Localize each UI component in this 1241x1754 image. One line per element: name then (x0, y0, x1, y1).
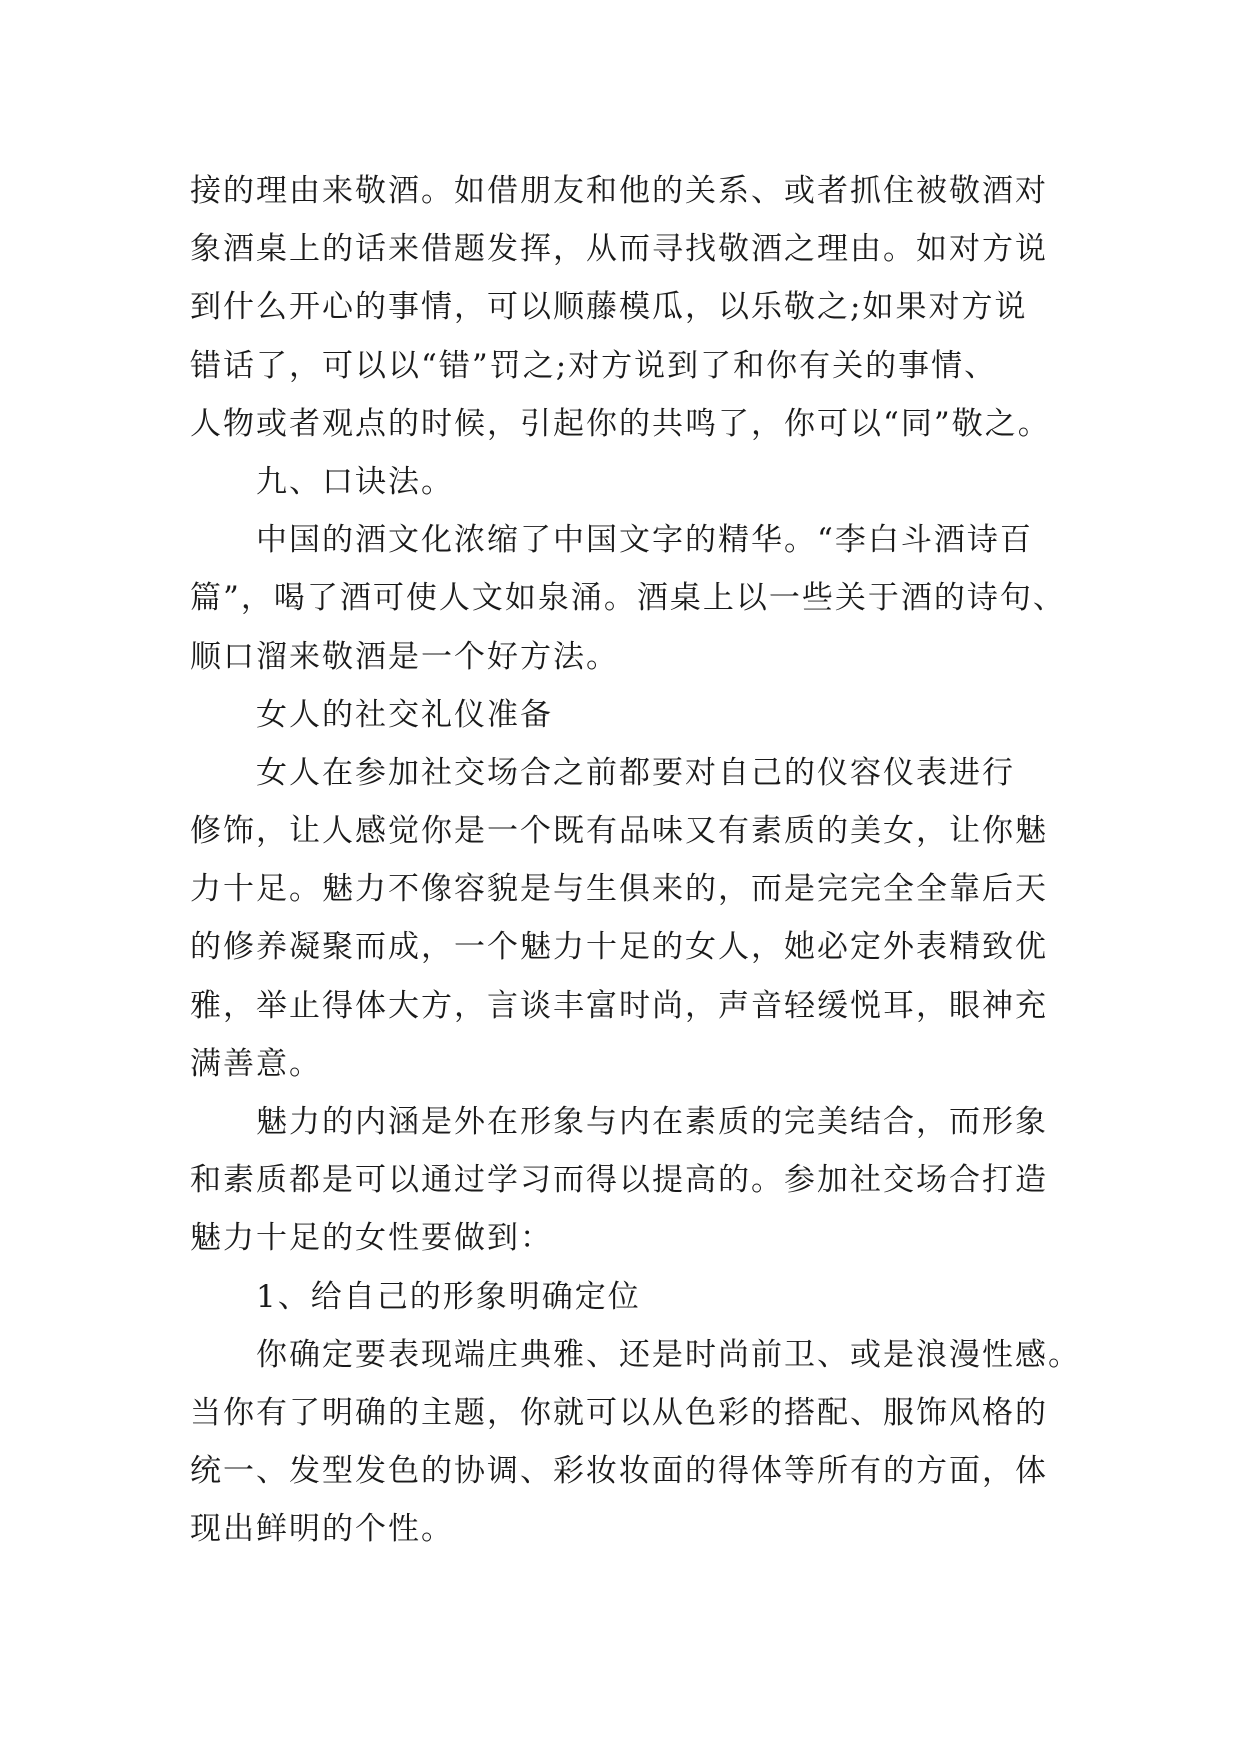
text-line: 你确定要表现端庄典雅、还是时尚前卫、或是浪漫性感。 (256, 1336, 1081, 1373)
text-line: 1、给自己的形象明确定位 (256, 1278, 641, 1315)
text-line: 人物或者观点的时候，引起你的共鸣了，你可以“同”敬之。 (190, 405, 1051, 442)
text-line: 和素质都是可以通过学习而得以提高的。参加社交场合打造 (190, 1162, 1048, 1199)
text-line: 当你有了明确的主题，你就可以从色彩的搭配、服饰风格的 (190, 1394, 1048, 1431)
text-line: 修饰，让人感觉你是一个既有品味又有素质的美女，让你魅 (190, 813, 1048, 850)
text-line: 女人的社交礼仪准备 (256, 696, 553, 733)
text-line: 女人在参加社交场合之前都要对自己的仪容仪表进行 (256, 754, 1015, 791)
document-body (190, 162, 1081, 1559)
text-line: 统一、发型发色的协调、彩妆妆面的得体等所有的方面，体 (190, 1453, 1048, 1490)
text-line: 接的理由来敬酒。如借朋友和他的关系、或者抓住被敬酒对 (190, 173, 1048, 209)
text-line: 象酒桌上的话来借题发挥，从而寻找敬酒之理由。如对方说 (190, 231, 1048, 268)
text-line: 雅，举止得体大方，言谈丰富时尚，声音轻缓悦耳，眼神充 (190, 987, 1048, 1024)
text-line: 篇”，喝了酒可使人文如泉涌。酒桌上以一些关于酒的诗句、 (190, 580, 1066, 617)
text-line: 力十足。魅力不像容貌是与生俱来的，而是完完全全靠后天 (190, 871, 1048, 908)
text-line: 魅力十足的女性要做到： (190, 1220, 553, 1257)
text-line: 满善意。 (190, 1045, 322, 1082)
text-line: 魅力的内涵是外在形象与内在素质的完美结合，而形象 (256, 1104, 1048, 1140)
text-line: 中国的酒文化浓缩了中国文字的精华。“李白斗酒诗百 (256, 522, 1033, 559)
text-line: 现出鲜明的个性。 (190, 1511, 454, 1548)
text-line: 到什么开心的事情，可以顺藤模瓜，以乐敬之;如果对方说 (190, 289, 1028, 326)
text-line: 顺口溜来敬酒是一个好方法。 (190, 638, 619, 675)
text-line: 的修养凝聚而成，一个魅力十足的女人，她必定外表精致优 (190, 929, 1048, 966)
text-line: 错话了，可以以“错”罚之;对方说到了和你有关的事情、 (190, 347, 998, 384)
text-line: 九、口诀法。 (256, 463, 454, 500)
